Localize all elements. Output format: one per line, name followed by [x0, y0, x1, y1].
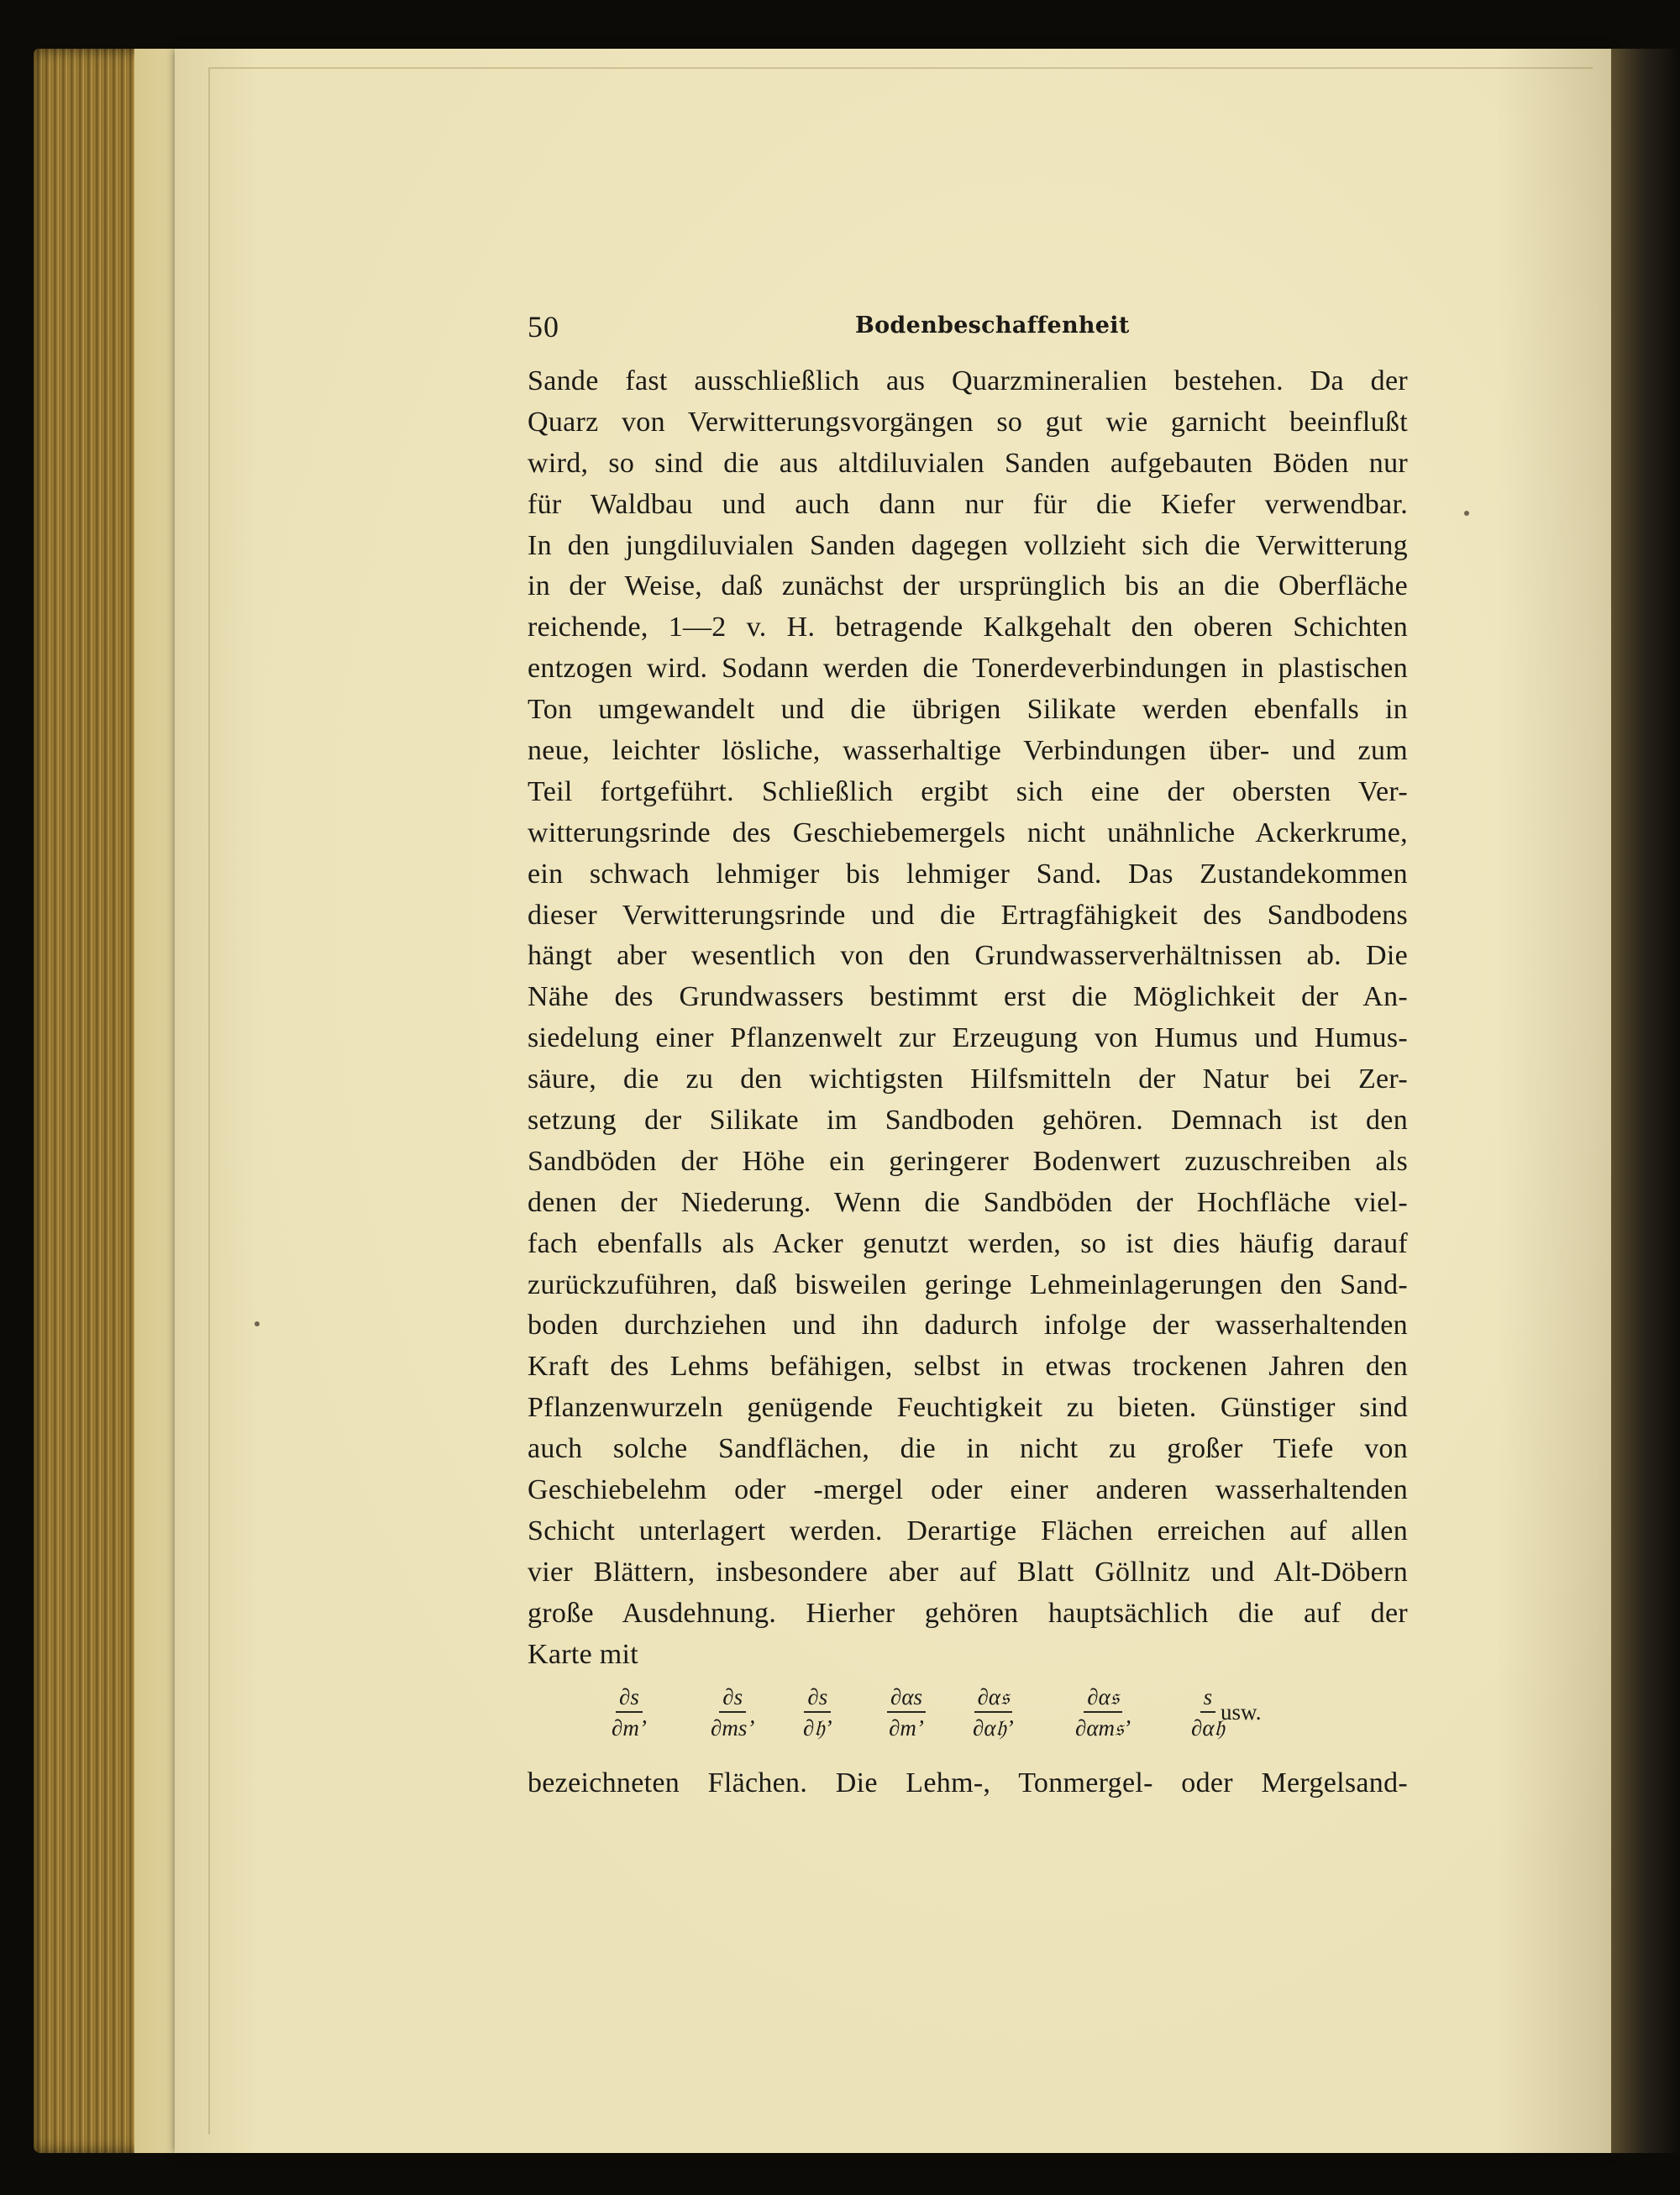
- text-line: ein schwach lehmiger bis lehmiger Sand. Das Zustandekommen: [528, 858, 1408, 890]
- text-block: [528, 309, 1408, 1804]
- fraction-denominator: ∂ms’: [711, 1715, 755, 1741]
- text-line: Quarz von Verwitterungsvorgängen so gut wie garnicht beeinflußt: [528, 406, 1408, 438]
- formula-fraction: [803, 1684, 832, 1741]
- fraction-numerator: ∂s: [616, 1684, 643, 1713]
- text-line: reichende, 1—2 v. H. betragende Kalkgehalt den oberen Schichten: [528, 612, 1408, 643]
- running-title: Bodenbeschaffenheit: [855, 312, 1130, 339]
- text-line: neue, leichter lösliche, wasserhaltige Verbindungen über- und zum: [528, 735, 1408, 767]
- text-line: hängt aber wesentlich von den Grundwasserverhältnissen ab. Die: [528, 940, 1408, 972]
- text-line: in der Weise, daß zunächst der ursprünglich bis an die Oberfläche: [528, 570, 1408, 602]
- fraction-numerator: ∂s: [804, 1684, 831, 1713]
- text-line: Nähe des Grundwassers bestimmt erst die Möglichkeit der An-: [528, 981, 1408, 1013]
- text-line: auch solche Sandflächen, die in nicht zu großer Tiefe von: [528, 1433, 1408, 1465]
- text-line: zurückzuführen, daß bisweilen geringe Lehmeinlagerungen den Sand-: [528, 1268, 1408, 1300]
- book-page-edges: [34, 49, 193, 2153]
- formula-fraction: [887, 1684, 926, 1741]
- text-line: entzogen wird. Sodann werden die Tonerdeverbindungen in plastischen: [528, 653, 1408, 685]
- text-line: für Waldbau und auch dann nur für die Kiefer verwendbar.: [528, 488, 1408, 520]
- running-head: [528, 309, 1408, 346]
- paper-fleck: [255, 1321, 260, 1326]
- formula-fraction: [973, 1684, 1014, 1741]
- text-line: In den jungdiluvialen Sanden dagegen vollzieht sich die Verwitterung: [528, 529, 1408, 561]
- body-paragraph-continued: [528, 1763, 1408, 1804]
- fraction-numerator: s: [1200, 1684, 1216, 1713]
- text-line: fach ebenfalls als Acker genutzt werden, so ist dies häufig darauf: [528, 1227, 1408, 1259]
- text-line: witterungsrinde des Geschiebemergels nicht unähnliche Ackerkrume,: [528, 817, 1408, 848]
- text-line: Ton umgewandelt und die übrigen Silikate werden ebenfalls in: [528, 694, 1408, 726]
- page-gutter-shadow: [1611, 49, 1680, 2153]
- formula-fraction: [612, 1684, 647, 1741]
- fraction-denominator: ∂α𝔥: [1191, 1715, 1225, 1741]
- paper-fleck: [1464, 511, 1469, 516]
- fraction-numerator: ∂α𝔰: [1084, 1684, 1122, 1713]
- text-line: Pflanzenwurzeln genügende Feuchtigkeit zu bieten. Günstiger sind: [528, 1392, 1408, 1424]
- text-line: wird, so sind die aus altdiluvialen Sanden aufgebauten Böden nur: [528, 447, 1408, 479]
- text-line: boden durchziehen und ihn dadurch infolge der wasserhaltenden: [528, 1310, 1408, 1342]
- text-line: bezeichneten Flächen. Die Lehm-, Tonmergel- oder Mergelsand-: [528, 1767, 1408, 1799]
- text-line: Geschiebelehm oder -mergel oder einer anderen wasserhaltenden: [528, 1474, 1408, 1506]
- body-paragraph: [528, 361, 1408, 1676]
- text-line: Schicht unterlagert werden. Derartige Flächen erreichen auf allen: [528, 1515, 1408, 1546]
- fraction-numerator: ∂αs: [887, 1684, 926, 1713]
- text-line: vier Blättern, insbesondere aber auf Blatt Göllnitz und Alt-Döbern: [528, 1556, 1408, 1588]
- text-line: Sande fast ausschließlich aus Quarzmineralien bestehen. Da der: [528, 365, 1408, 396]
- text-line: siedelung einer Pflanzenwelt zur Erzeugung von Humus und Humus-: [528, 1022, 1408, 1054]
- fraction-denominator: ∂𝔥’: [803, 1715, 832, 1741]
- text-line: Karte mit: [528, 1638, 639, 1670]
- text-line: Kraft des Lehms befähigen, selbst in etwas trockenen Jahren den: [528, 1351, 1408, 1383]
- text-line: große Ausdehnung. Hierher gehören hauptsächlich die auf der: [528, 1597, 1408, 1629]
- fraction-denominator: ∂α𝔥’: [973, 1715, 1014, 1741]
- fraction-denominator: ∂m’: [889, 1715, 924, 1741]
- text-line: dieser Verwitterungsrinde und die Ertragfähigkeit des Sandbodens: [528, 899, 1408, 931]
- fraction-numerator: ∂s: [719, 1684, 746, 1713]
- text-line: denen der Niederung. Wenn die Sandböden der Hochfläche viel-: [528, 1186, 1408, 1218]
- formula-fraction: [1075, 1684, 1131, 1741]
- formula-fraction: [1191, 1684, 1225, 1741]
- fraction-denominator: ∂m’: [612, 1715, 647, 1741]
- formula-trailing-text: usw.: [1221, 1699, 1262, 1725]
- page-number: 50: [528, 310, 559, 344]
- text-line: Sandböden der Höhe ein geringerer Bodenwert zuzuschreiben als: [528, 1145, 1408, 1177]
- fraction-denominator: ∂αm𝔰’: [1075, 1715, 1131, 1741]
- fraction-numerator: ∂α𝔰: [974, 1684, 1013, 1713]
- soil-symbol-formula: [528, 1678, 1408, 1758]
- text-line: Teil fortgeführt. Schließlich ergibt sich eine der obersten Ver-: [528, 775, 1408, 807]
- text-line: setzung der Silikate im Sandboden gehören. Demnach ist den: [528, 1105, 1408, 1137]
- formula-fraction: [711, 1684, 754, 1741]
- text-line: säure, die zu den wichtigsten Hilfsmitteln der Natur bei Zer-: [528, 1063, 1408, 1095]
